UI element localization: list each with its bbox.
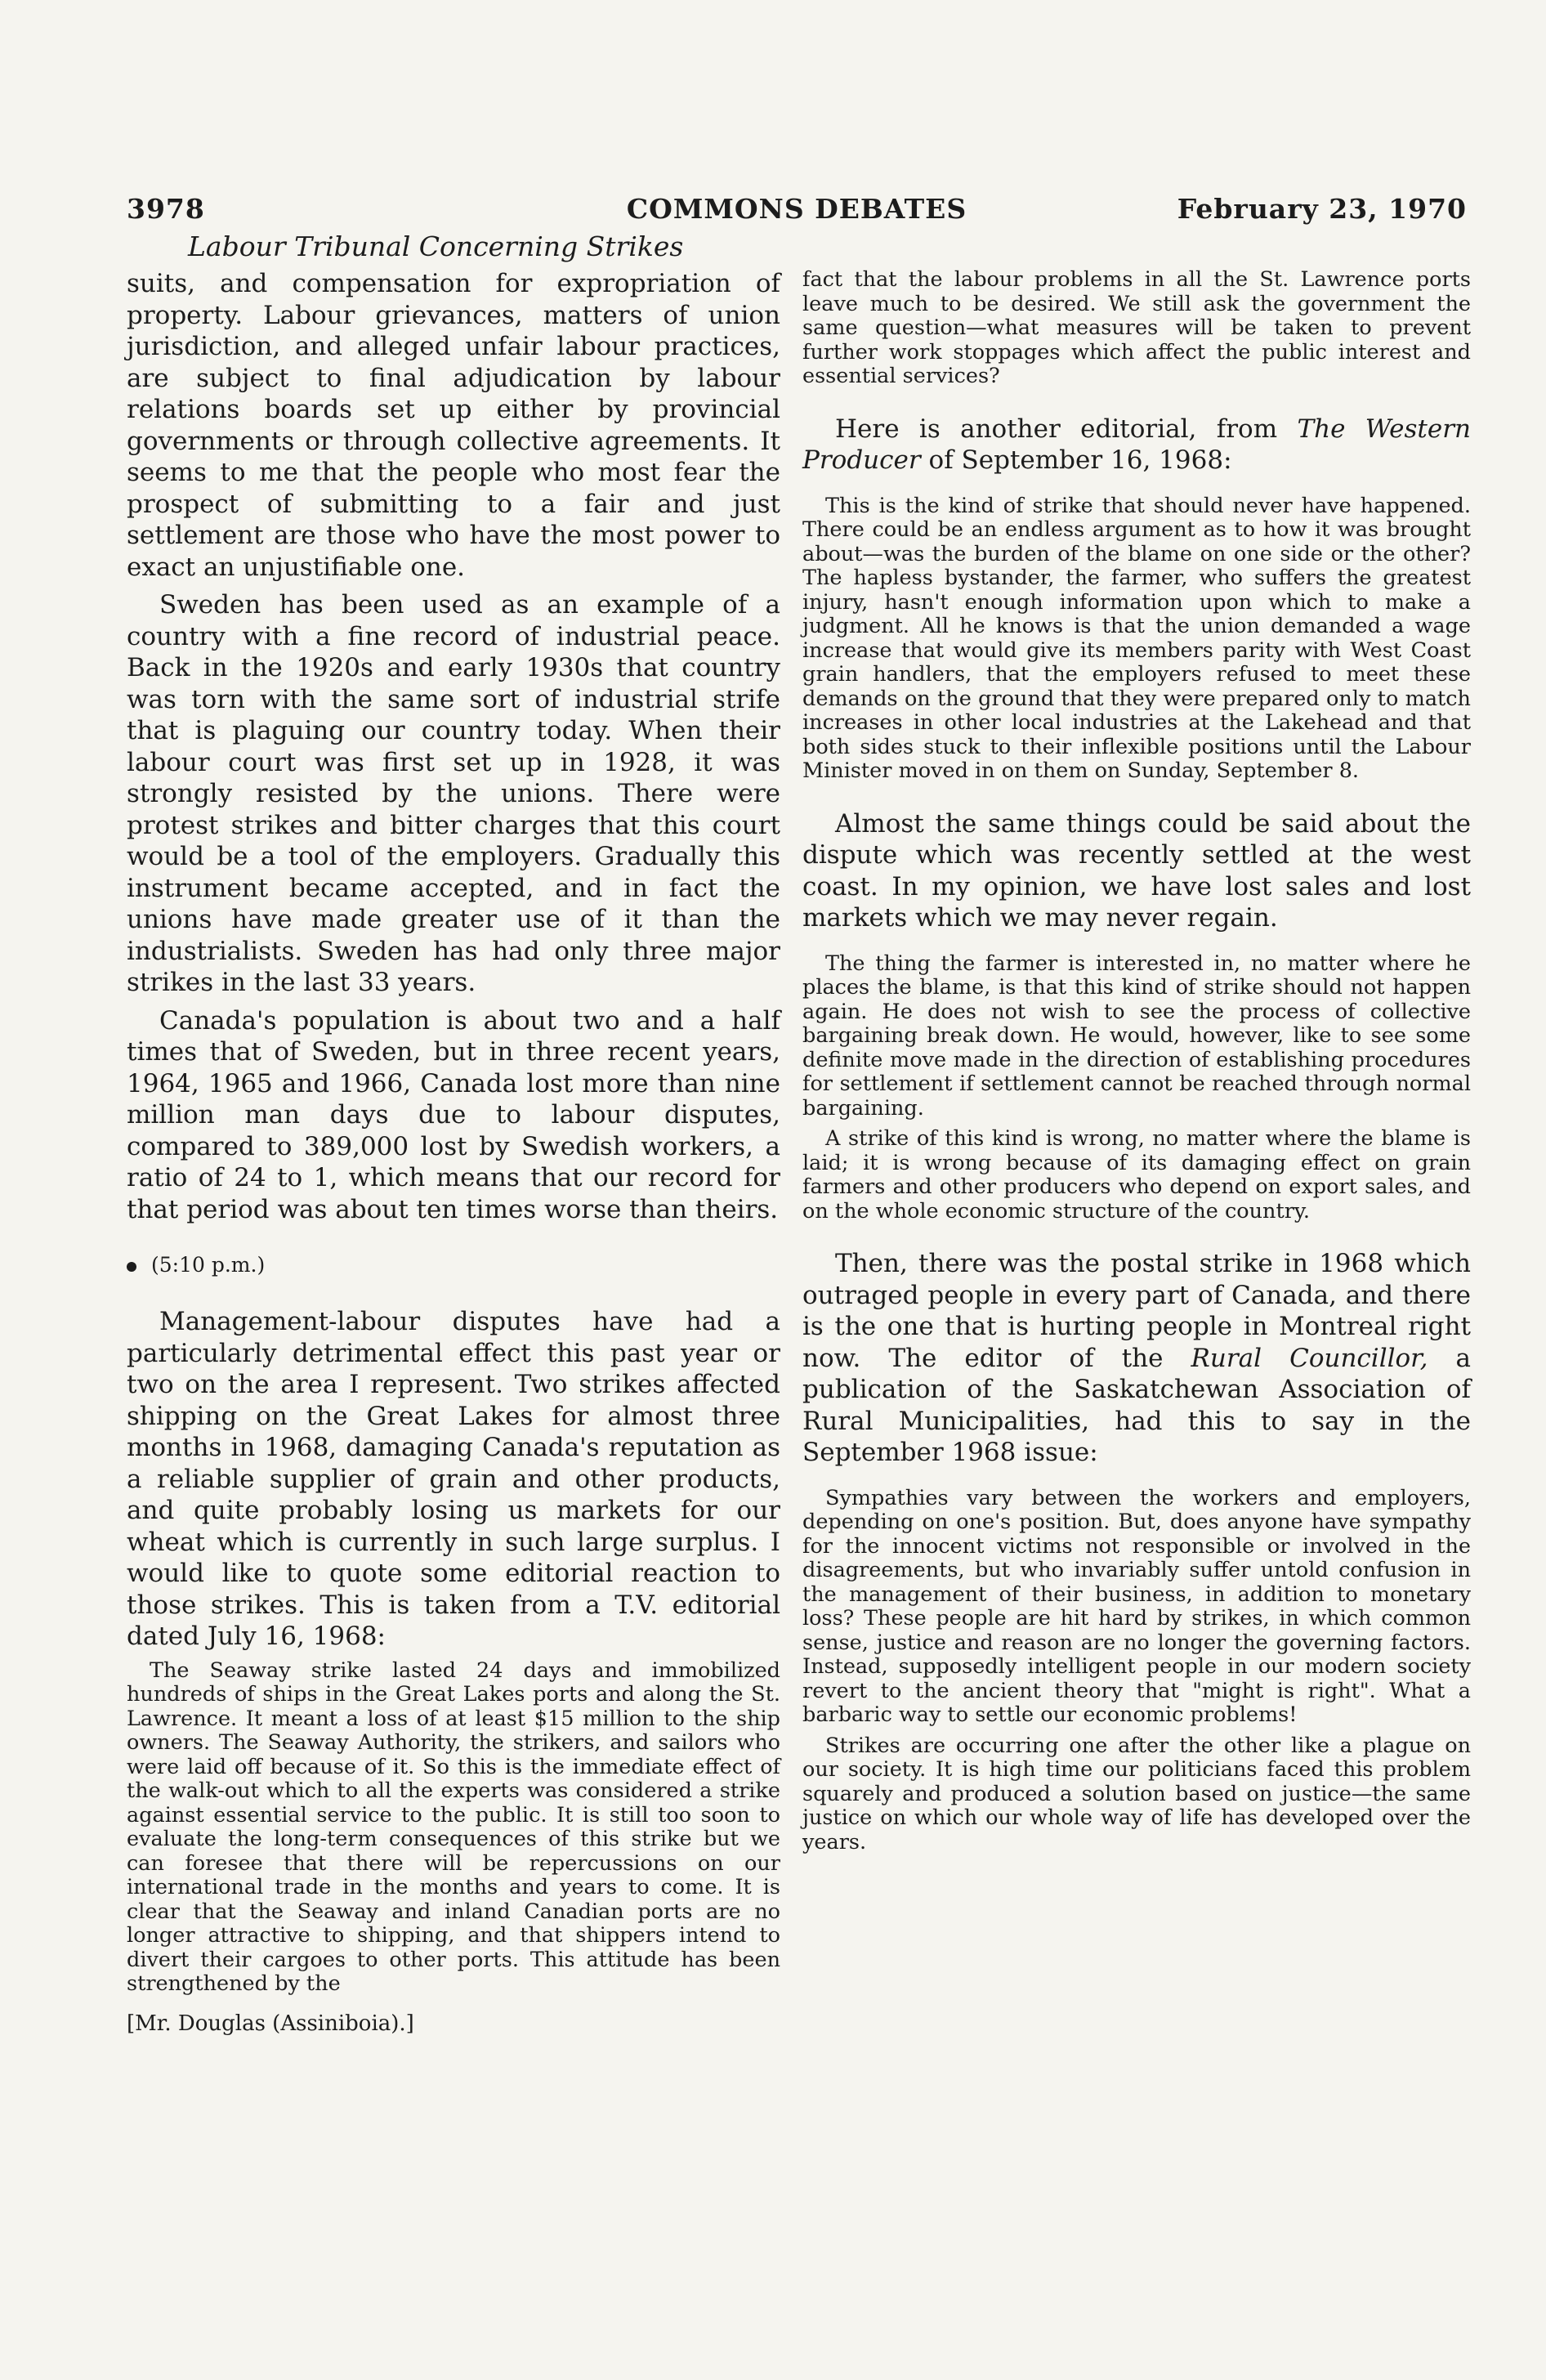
quoted-paragraph: fact that the labour problems in all the St. Lawrence ports leave much to be desired. We still ask the government the same question—what measures will be taken to prevent further work stoppages which affect the public interest and essential services? [802,267,1471,388]
quoted-paragraph: Sympathies vary between the workers and employers, depending on one's position. But, does anyone have sympathy for the innocent victims not responsible or involved in the disagreements, but who invariably suffer untold confusion in the management of their business, in addition to monetary loss? These people are hit hard by strikes, in which common sense, justice and reason are no longer the governing factors. Instead, supposedly intelligent people in our modern society revert to the ancient theory that "might is right". What a barbaric way to settle our economic problems! [802,1485,1471,1727]
section-subheader: Labour Tribunal Concerning Strikes [188,230,684,262]
paragraph: Then, there was the postal strike in 1968 which outraged people in every part of Canada, and there is the one that is hurting people in Montreal right now. The editor of the Rural Councillor, a publication of the Saskatchewan Association of Rural Municipalities, had this to say in the September 1968 issue: [802,1249,1471,1467]
time-marker-text: (5:10 p.m.) [151,1253,266,1277]
speaker-attribution: [Mr. Douglas (Assiniboia).] [127,2011,414,2036]
publication-date: February 23, 1970 [1177,193,1467,225]
paragraph: Here is another editorial, from The Western Producer of September 16, 1968: [802,414,1471,475]
paragraph: suits, and compensation for expropriation of property. Labour grievances, matters of union jurisdiction, and alleged unfair labour practices, are subject to final adjudication by labour relations boards set up either by provincial governments or through collective agreements. It seems to me that the people who most fear the prospect of submitting to a fair and just settlement are those who have the most power to exact an unjustifiable one. [127,269,780,582]
publication-name: The Western Producer [802,414,1471,475]
paragraph: Sweden has been used as an example of a country with a fine record of industrial peace. Back in the 1920s and early 1930s that country was torn with the same sort of industrial strife that is plaguing our country today. When their labour court was first set up in 1928, it was strongly resisted by the unions. There were protest strikes and bitter charges that this court would be a tool of the employers. Gradually this instrument became accepted, and in fact the unions have made greater use of it than the industrialists. Sweden has had only three major strikes in the last 33 years. [127,590,780,997]
page-number: 3978 [127,193,205,225]
quoted-paragraph: A strike of this kind is wrong, no matter where the blame is laid; it is wrong because of its damaging effect on grain farmers and other producers who depend on export sales, and on the whole economic structure of the country. [802,1126,1471,1224]
publication-name: Rural Councillor, [1191,1343,1428,1373]
paragraph: Management-labour disputes have had a particularly detrimental effect this past year or two on the area I represent. Two strikes affected shipping on the Great Lakes for almost three months in 1968, damaging Canada's reputation as a reliable supplier of grain and other products, and quite probably losing us markets for our wheat which is currently in such large surplus. I would like to quote some editorial reaction to those strikes. This is taken from a T.V. editorial dated July 16, 1968: [127,1307,780,1651]
time-marker [127,1253,780,1277]
bullet-icon [127,1262,136,1272]
paragraph: Almost the same things could be said about the dispute which was recently settled at the west coast. In my opinion, we have lost sales and lost markets which we may never regain. [802,808,1471,933]
paragraph: Canada's population is about two and a half times that of Sweden, but in three recent years, 1964, 1965 and 1966, Canada lost more than nine million man days due to labour disputes, compared to 389,000 lost by Swedish workers, a ratio of 24 to 1, which means that our record for that period was about ten times worse than theirs. [127,1005,780,1224]
quoted-paragraph: The thing the farmer is interested in, no matter where he places the blame, is that this kind of strike should not happen again. He does not wish to see the process of collective bargaining break down. He would, however, like to see some definite move made in the direction of establishing procedures for settlement if settlement cannot be reached through normal bargaining. [802,951,1471,1121]
right-column [802,268,1471,1861]
quoted-paragraph: This is the kind of strike that should never have happened. There could be an endless argument as to how it was brought about—was the burden of the blame on one side or the other? The hapless bystander, the farmer, who suffers the greatest injury, hasn't enough information upon which to make a judgment. All he knows is that the union demanded a wage increase that would give its members parity with West Coast grain handlers, that the employers refused to meet these demands on the ground that they were prepared only to match increases in other local industries at the Lakehead and that both sides stuck to their inflexible positions until the Labour Minister moved in on them on Sunday, September 8. [802,493,1471,783]
quoted-paragraph: The Seaway strike lasted 24 days and immobilized hundreds of ships in the Great Lakes ports and along the St. Lawrence. It meant a loss of at least $15 million to the ship owners. The Seaway Authority, the strikers, and sailors who were laid off because of it. So this is the immediate effect of the walk-out which to all the experts was considered a strike against essential service to the public. It is still too soon to evaluate the long-term consequences of this strike but we can foresee that there will be repercussions on our international trade in the months and years to come. It is clear that the Seaway and inland Canadian ports are no longer attractive to shipping, and that shippers intend to divert their cargoes to other ports. This attitude has been strengthened by the [127,1658,780,1996]
page-header [127,193,1467,234]
quoted-paragraph: Strikes are occurring one after the other like a plague on our society. It is high time our politicians faced this problem squarely and produced a solution based on justice—the same justice on which our whole way of life has developed over the years. [802,1733,1471,1854]
publication-title: COMMONS DEBATES [626,193,967,225]
left-column [127,268,780,2036]
